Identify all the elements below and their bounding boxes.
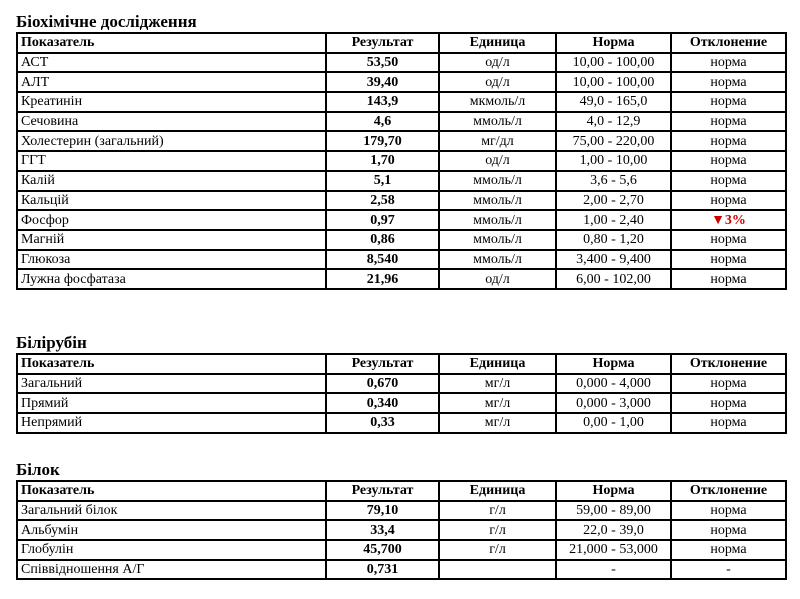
result-value: 8,540 [326,250,439,270]
table-row [17,53,786,73]
table-row [17,210,786,230]
indicator-name: Калій [17,171,326,191]
indicator-name: Загальний білок [17,501,326,521]
unit-value [439,560,556,580]
table-row [17,151,786,171]
deviation-low-badge: ▼3% [671,210,786,230]
unit-value: г/л [439,520,556,540]
deviation-value: норма [671,53,786,73]
table-row [17,230,786,250]
deviation-value: норма [671,72,786,92]
result-value: 0,670 [326,374,439,394]
norm-range: 3,400 - 9,400 [556,250,671,270]
header-result: Результат [326,354,439,374]
indicator-name: ГГТ [17,151,326,171]
section-title-protein: Білок [16,460,60,479]
indicator-name: Креатинін [17,92,326,112]
unit-value: ммоль/л [439,191,556,211]
norm-range: 22,0 - 39,0 [556,520,671,540]
indicator-name: Загальний [17,374,326,394]
deviation-value: норма [671,131,786,151]
unit-value: ммоль/л [439,112,556,132]
indicator-name: Холестерин (загальний) [17,131,326,151]
unit-value: ммоль/л [439,250,556,270]
result-value: 0,731 [326,560,439,580]
norm-range: 21,000 - 53,000 [556,540,671,560]
unit-value: ммоль/л [439,171,556,191]
bilirubin-table [16,353,787,434]
table-row [17,269,786,289]
result-value: 79,10 [326,501,439,521]
deviation-value: норма [671,191,786,211]
result-value: 143,9 [326,92,439,112]
table-header-row [17,481,786,501]
unit-value: од/л [439,72,556,92]
result-value: 53,50 [326,53,439,73]
unit-value: ммоль/л [439,210,556,230]
deviation-value: норма [671,501,786,521]
header-result: Результат [326,481,439,501]
norm-range: 75,00 - 220,00 [556,131,671,151]
header-norm: Норма [556,481,671,501]
norm-range: - [556,560,671,580]
deviation-value: норма [671,393,786,413]
indicator-name: Прямий [17,393,326,413]
deviation-value: норма [671,540,786,560]
unit-value: мг/л [439,374,556,394]
deviation-value: норма [671,413,786,433]
header-deviation: Отклонение [671,33,786,53]
header-name: Показатель [17,354,326,374]
norm-range: 0,00 - 1,00 [556,413,671,433]
norm-range: 2,00 - 2,70 [556,191,671,211]
section-title-biochemistry: Біохімічне дослідження [16,12,197,31]
deviation-value: норма [671,250,786,270]
table-row [17,374,786,394]
unit-value: од/л [439,151,556,171]
norm-range: 3,6 - 5,6 [556,171,671,191]
result-value: 1,70 [326,151,439,171]
table-header-row [17,33,786,53]
header-unit: Единица [439,481,556,501]
header-name: Показатель [17,33,326,53]
table-row [17,191,786,211]
table-row [17,250,786,270]
header-name: Показатель [17,481,326,501]
indicator-name: Магній [17,230,326,250]
deviation-value: норма [671,230,786,250]
norm-range: 10,00 - 100,00 [556,53,671,73]
header-deviation: Отклонение [671,354,786,374]
result-value: 45,700 [326,540,439,560]
norm-range: 1,00 - 2,40 [556,210,671,230]
header-unit: Единица [439,33,556,53]
table-row [17,112,786,132]
deviation-value: норма [671,171,786,191]
table-row [17,560,786,580]
deviation-value: норма [671,374,786,394]
deviation-value: норма [671,520,786,540]
indicator-name: Лужна фосфатаза [17,269,326,289]
indicator-name: Кальцій [17,191,326,211]
deviation-value: норма [671,112,786,132]
unit-value: мг/дл [439,131,556,151]
table-row [17,171,786,191]
result-value: 39,40 [326,72,439,92]
deviation-value: норма [671,151,786,171]
indicator-name: АЛТ [17,72,326,92]
header-norm: Норма [556,354,671,374]
table-row [17,540,786,560]
table-row [17,72,786,92]
result-value: 21,96 [326,269,439,289]
unit-value: од/л [439,53,556,73]
indicator-name: АСТ [17,53,326,73]
unit-value: мкмоль/л [439,92,556,112]
indicator-name: Непрямий [17,413,326,433]
result-value: 0,97 [326,210,439,230]
table-row [17,131,786,151]
result-value: 0,33 [326,413,439,433]
indicator-name: Альбумін [17,520,326,540]
header-norm: Норма [556,33,671,53]
result-value: 2,58 [326,191,439,211]
table-row [17,92,786,112]
header-result: Результат [326,33,439,53]
unit-value: г/л [439,540,556,560]
unit-value: ммоль/л [439,230,556,250]
table-header-row [17,354,786,374]
deviation-value: - [671,560,786,580]
unit-value: од/л [439,269,556,289]
unit-value: г/л [439,501,556,521]
table-row [17,520,786,540]
unit-value: мг/л [439,413,556,433]
protein-table [16,480,787,580]
deviation-value: норма [671,269,786,289]
table-row [17,501,786,521]
result-value: 5,1 [326,171,439,191]
norm-range: 1,00 - 10,00 [556,151,671,171]
indicator-name: Сечовина [17,112,326,132]
indicator-name: Співвідношення А/Г [17,560,326,580]
norm-range: 4,0 - 12,9 [556,112,671,132]
unit-value: мг/л [439,393,556,413]
result-value: 179,70 [326,131,439,151]
result-value: 0,86 [326,230,439,250]
result-value: 33,4 [326,520,439,540]
result-value: 4,6 [326,112,439,132]
header-deviation: Отклонение [671,481,786,501]
section-title-bilirubin: Білірубін [16,333,87,352]
norm-range: 0,000 - 3,000 [556,393,671,413]
norm-range: 0,000 - 4,000 [556,374,671,394]
indicator-name: Фосфор [17,210,326,230]
indicator-name: Глобулін [17,540,326,560]
norm-range: 6,00 - 102,00 [556,269,671,289]
header-unit: Единица [439,354,556,374]
norm-range: 59,00 - 89,00 [556,501,671,521]
table-row [17,393,786,413]
norm-range: 0,80 - 1,20 [556,230,671,250]
norm-range: 49,0 - 165,0 [556,92,671,112]
deviation-value: норма [671,92,786,112]
biochemistry-table [16,32,787,290]
norm-range: 10,00 - 100,00 [556,72,671,92]
table-row [17,413,786,433]
indicator-name: Глюкоза [17,250,326,270]
result-value: 0,340 [326,393,439,413]
